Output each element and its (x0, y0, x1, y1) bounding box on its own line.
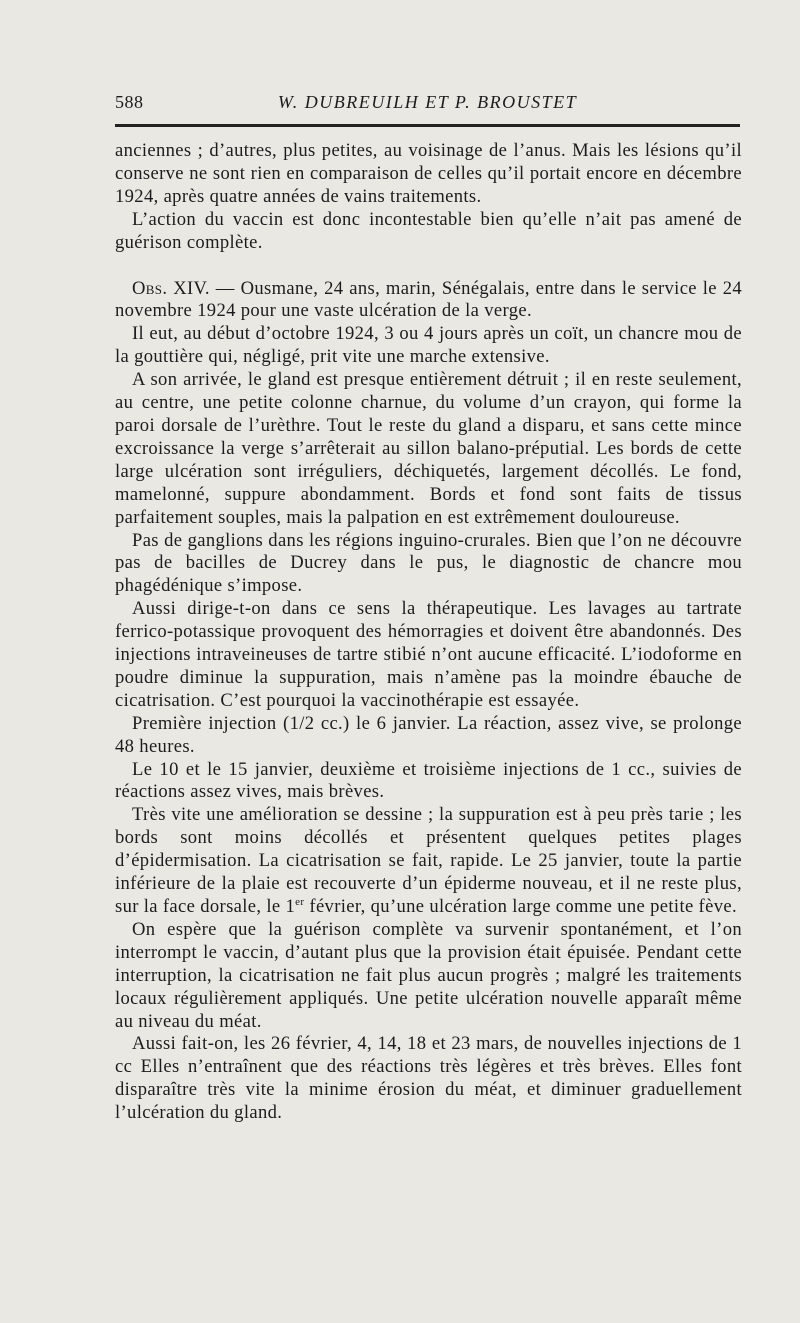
paragraph: Pas de ganglions dans les régions inguino-crurales. Bien que l’on ne découvre pas de bacilles de Ducrey dans le pus, le diagnostic de chancre mou phagédénique s’impose. (115, 529, 742, 597)
paragraph: Il eut, au début d’octobre 1924, 3 ou 4 jours après un coït, un chancre mou de la gouttière qui, négligé, prit vite une marche extensive. (115, 323, 742, 368)
observation-text: — Ousmane, 24 ans, marin, Sénégalais, entre dans le service le 24 novembre 1924 pour une vaste ulcération de la verge. (115, 277, 743, 322)
paragraph-text: Très vite une amélioration se dessine ; la suppuration est à peu près tarie ; les bords sont moins décollés et présentent quelques petites plages d’épidermisation. La cicatrisation se fait, rapide. Le 25 janvier, toute la partie inférieure de la plaie est recouverte d’un épiderme nouveau, et il ne reste plus, sur la face dorsale, le 1 (115, 804, 742, 917)
paragraph (115, 804, 742, 919)
paragraph: Aussi fait-on, les 26 février, 4, 14, 18 et 23 mars, de nouvelles injections de 1 cc Elles n’entraînent que des réactions très légères et très brèves. Elles font disparaître très vite la minime érosion du méat, et diminuer graduellement l’ulcération du gland. (115, 1033, 742, 1124)
paragraph: Aussi dirige-t-on dans ce sens la thérapeutique. Les lavages au tartrate ferrico-potassique provoquent des hémorragies et doivent être abandonnés. Des injections intraveineuses de tartre stibié n’ont aucune efficacité. L’iodoforme en poudre diminue la suppuration, mais n’amène pas la moindre ébauche de cicatrisation. C’est pourquoi la vaccinothérapie est essayée. (115, 598, 742, 711)
paragraph-continuation: anciennes ; d’autres, plus petites, au voisinage de l’anus. Mais les lésions qu’il conserve ne sont rien en comparaison de celles qu’il portait encore en décembre 1924, après quatre années de vains traitements. (115, 140, 742, 207)
paragraph: Première injection (1/2 cc.) le 6 janvier. La réaction, assez vive, se prolonge 48 heures. (115, 712, 742, 757)
page-number: 588 (115, 92, 144, 112)
running-head: W. DUBREUILH ET P. BROUSTET (277, 92, 578, 112)
article-body (115, 140, 742, 1125)
page-header (115, 88, 740, 118)
paragraph-text-continued: février, qu’une ulcération large comme une petite fève. (304, 896, 737, 917)
paragraph: L’action du vaccin est donc incontestable bien qu’elle n’ait pas amené de guérison complète. (115, 208, 742, 253)
observation-paragraph (115, 278, 742, 324)
paragraph: Le 10 et le 15 janvier, deuxième et troisième injections de 1 cc., suivies de réactions assez vives, mais brèves. (115, 758, 742, 803)
observation-label: Obs. XIV. (132, 277, 210, 299)
ordinal-superscript: er (295, 895, 305, 908)
header-rule (115, 124, 740, 127)
paragraph: A son arrivée, le gland est presque entièrement détruit ; il en reste seulement, au centre, une petite colonne charnue, du volume d’un crayon, qui forme la paroi dorsale de l’urèthre. Tout le reste du gland a disparu, et sans cette mince excroissance la verge s’arrêterait au sillon balano-préputial. Les bords de cette large ulcération sont irréguliers, déchiquetés, largement décollés. Le fond, mamelonné, suppure abondamment. Bords et fond sont faits de tissus parfaitement souples, mais la palpation en est extrêmement douloureuse. (115, 369, 742, 528)
paragraph: On espère que la guérison complète va survenir spontanément, et l’on interrompt le vaccin, d’autant plus que la provision était épuisée. Pendant cette interruption, la cicatrisation ne fait plus aucun progrès ; malgré les traitements locaux régulièrement appliqués. Une petite ulcération nouvelle apparaît même au niveau du méat. (115, 918, 742, 1032)
